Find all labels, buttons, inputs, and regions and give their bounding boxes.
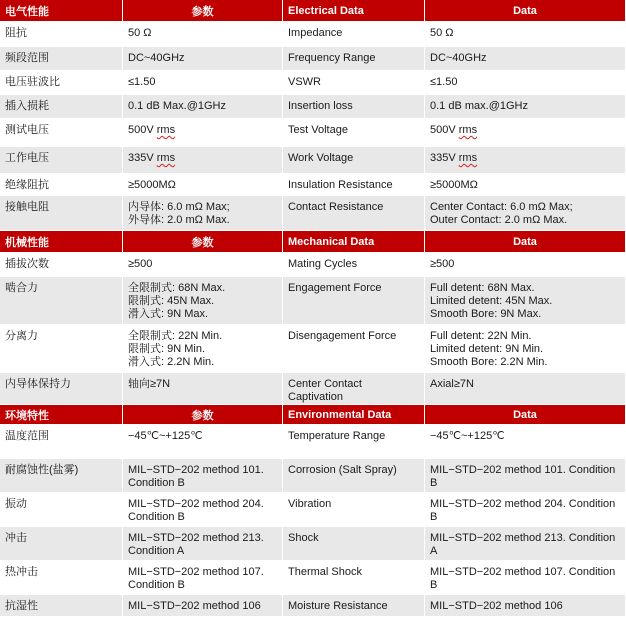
cell-text: 啮合力	[5, 282, 38, 294]
table-row	[0, 253, 626, 277]
table-cell	[0, 595, 123, 617]
cell-text: −45℃~+125℃	[128, 430, 203, 442]
cell-text: Moisture Resistance	[288, 600, 388, 612]
table-cell	[283, 196, 425, 231]
cell-text: Smooth Bore: 9N Max.	[430, 308, 542, 320]
table-cell	[283, 561, 425, 595]
table-cell	[0, 277, 123, 325]
cell-text: MIL−STD−202 method 107. Condition B	[430, 566, 616, 591]
mechanical-header-cell: Mechanical Data	[283, 231, 425, 253]
cell-text: ≥5000MΩ	[430, 179, 478, 191]
cell-text: 频段范围	[5, 52, 49, 64]
cell-text: Smooth Bore: 2.2N Min.	[430, 356, 548, 368]
environmental-header-cell: Data	[425, 405, 626, 425]
table-row	[0, 71, 626, 95]
cell-text: Insulation Resistance	[288, 179, 393, 191]
cell-text: 热冲击	[5, 566, 38, 578]
table-row	[0, 95, 626, 119]
cell-text: 335V rms	[128, 152, 176, 164]
cell-text: ≤1.50	[430, 76, 458, 88]
cell-text: ≤1.50	[128, 76, 156, 88]
electrical-header-cell: Data	[425, 0, 626, 22]
cell-text: Limited detent: 9N Min.	[430, 343, 544, 355]
table-cell	[283, 253, 425, 277]
cell-text: Mating Cycles	[288, 258, 358, 270]
table-cell	[123, 425, 283, 459]
cell-text: 滑入式: 9N Max.	[128, 308, 209, 320]
cell-text: 外导体: 2.0 mΩ Max.	[128, 214, 230, 226]
cell-text: VSWR	[288, 76, 321, 88]
table-cell	[123, 196, 283, 231]
cell-text: Condition B	[128, 477, 185, 489]
table-row	[0, 561, 626, 595]
table-cell	[283, 373, 425, 405]
cell-text: Condition B	[128, 511, 185, 523]
cell-text: Center Contact: 6.0 mΩ Max;	[430, 201, 573, 213]
cell-text: 冲击	[5, 532, 27, 544]
cell-text: MIL−STD−202 method 213. Condition A	[430, 532, 616, 557]
table-row	[0, 22, 626, 47]
table-cell	[425, 493, 626, 527]
cell-text: ≥500	[128, 258, 153, 270]
table-cell	[0, 253, 123, 277]
table-row	[0, 493, 626, 527]
table-row	[0, 119, 626, 147]
table-cell	[425, 47, 626, 71]
table-cell	[425, 119, 626, 147]
table-cell	[283, 147, 425, 174]
cell-text: DC~40GHz	[430, 52, 487, 64]
cell-text: 滑入式: 2.2N Min.	[128, 356, 215, 368]
cell-text: 50 Ω	[430, 27, 454, 39]
cell-text: 轴向≥7N	[128, 378, 171, 390]
table-cell	[283, 22, 425, 47]
cell-text: MIL−STD−202 method 101.	[128, 464, 264, 476]
cell-text: DC~40GHz	[128, 52, 185, 64]
cell-text: MIL−STD−202 method 213.	[128, 532, 264, 544]
cell-text: Impedance	[288, 27, 343, 39]
table-cell	[283, 595, 425, 617]
cell-text: 335V rms	[430, 152, 478, 164]
cell-text: ≥500	[430, 258, 455, 270]
cell-text: Full detent: 22N Min.	[430, 330, 532, 342]
mechanical-header-row	[0, 231, 626, 253]
table-cell	[283, 459, 425, 493]
table-cell	[0, 119, 123, 147]
table-cell	[123, 147, 283, 174]
table-cell	[123, 459, 283, 493]
table-cell	[425, 95, 626, 119]
table-cell	[425, 22, 626, 47]
cell-text: Condition B	[128, 579, 185, 591]
cell-text: 0.1 dB max.@1GHz	[430, 100, 528, 112]
cell-text: 50 Ω	[128, 27, 152, 39]
table-cell	[0, 22, 123, 47]
cell-text: Shock	[288, 532, 319, 544]
cell-text: 内导体保持力	[5, 378, 71, 390]
table-cell	[425, 196, 626, 231]
table-cell	[123, 373, 283, 405]
electrical-header-cell: Electrical Data	[283, 0, 425, 22]
table-cell	[425, 527, 626, 561]
table-cell	[0, 95, 123, 119]
table-cell	[425, 459, 626, 493]
cell-text: MIL−STD−202 method 101. Condition B	[430, 464, 616, 489]
cell-text: 温度范围	[5, 430, 49, 442]
table-cell	[283, 174, 425, 196]
cell-text: 500V rms	[128, 124, 176, 136]
cell-text: Contact Resistance	[288, 201, 384, 213]
cell-text: MIL−STD−202 method 204. Condition B	[430, 498, 616, 523]
table-cell	[123, 47, 283, 71]
table-cell	[283, 71, 425, 95]
table-row	[0, 373, 626, 405]
table-row	[0, 595, 626, 617]
table-cell	[0, 561, 123, 595]
table-cell	[425, 71, 626, 95]
cell-text: Center Contact Captivation	[288, 378, 362, 403]
table-row	[0, 277, 626, 325]
table-cell	[283, 119, 425, 147]
cell-text: 500V rms	[430, 124, 478, 136]
cell-text: Test Voltage	[288, 124, 348, 136]
cell-text: 接触电阻	[5, 201, 49, 213]
cell-text: 全限制式: 68N Max.	[128, 282, 226, 294]
table-cell	[0, 493, 123, 527]
table-cell	[425, 373, 626, 405]
table-cell	[0, 147, 123, 174]
cell-text: Frequency Range	[288, 52, 376, 64]
environmental-header-row	[0, 405, 626, 425]
cell-text: 电压驻波比	[5, 76, 60, 88]
electrical-header-cell: 电气性能	[0, 0, 123, 22]
cell-text: Engagement Force	[288, 282, 382, 294]
table-cell	[425, 277, 626, 325]
table-cell	[0, 71, 123, 95]
table-cell	[0, 47, 123, 71]
cell-text: Vibration	[288, 498, 332, 510]
cell-text: Limited detent: 45N Max.	[430, 295, 553, 307]
mechanical-header-cell: 参数	[123, 231, 283, 253]
table-cell	[123, 119, 283, 147]
cell-text: MIL−STD−202 method 204.	[128, 498, 264, 510]
table-cell	[283, 95, 425, 119]
cell-text: 阻抗	[5, 27, 27, 39]
table-row	[0, 47, 626, 71]
electrical-header-cell: 参数	[123, 0, 283, 22]
table-cell	[425, 174, 626, 196]
table-cell	[425, 325, 626, 373]
cell-text: −45℃~+125℃	[430, 430, 505, 442]
table-cell	[123, 71, 283, 95]
cell-text: 全限制式: 22N Min.	[128, 330, 223, 342]
table-cell	[123, 561, 283, 595]
table-cell	[123, 253, 283, 277]
table-cell	[0, 459, 123, 493]
mechanical-header-cell: 机械性能	[0, 231, 123, 253]
cell-text: Thermal Shock	[288, 566, 362, 578]
table-cell	[0, 174, 123, 196]
table-row	[0, 147, 626, 174]
table-cell	[0, 527, 123, 561]
table-cell	[123, 22, 283, 47]
cell-text: 测试电压	[5, 124, 49, 136]
environmental-header-cell: Environmental Data	[283, 405, 425, 425]
table-cell	[123, 325, 283, 373]
table-cell	[123, 493, 283, 527]
table-cell	[283, 493, 425, 527]
table-cell	[425, 595, 626, 617]
cell-text: Temperature Range	[288, 430, 386, 442]
mechanical-header-cell: Data	[425, 231, 626, 253]
table-cell	[123, 527, 283, 561]
cell-text: MIL−STD−202 method 107.	[128, 566, 264, 578]
table-cell	[123, 277, 283, 325]
table-cell	[123, 95, 283, 119]
table-cell	[425, 561, 626, 595]
electrical-header-row	[0, 0, 626, 22]
cell-text: 耐腐蚀性(盐雾)	[5, 464, 79, 476]
cell-text: 分离力	[5, 330, 38, 342]
table-row	[0, 196, 626, 231]
table-cell	[425, 425, 626, 459]
cell-text: 内导体: 6.0 mΩ Max;	[128, 201, 230, 213]
cell-text: MIL−STD−202 method 106	[128, 600, 261, 612]
table-cell	[425, 147, 626, 174]
cell-text: 限制式: 9N Min.	[128, 343, 206, 355]
table-cell	[0, 325, 123, 373]
cell-text: 插入损耗	[5, 100, 49, 112]
environmental-header-cell: 参数	[123, 405, 283, 425]
cell-text: Condition A	[128, 545, 185, 557]
cell-text: Disengagement Force	[288, 330, 397, 342]
cell-text: ≥5000MΩ	[128, 179, 176, 191]
table-cell	[283, 527, 425, 561]
cell-text: 0.1 dB Max.@1GHz	[128, 100, 226, 112]
cell-text: MIL−STD−202 method 106	[430, 600, 563, 612]
cell-text: 绝缘阻抗	[5, 179, 49, 191]
cell-text: Full detent: 68N Max.	[430, 282, 535, 294]
table-cell	[123, 595, 283, 617]
cell-text: 限制式: 45N Max.	[128, 295, 215, 307]
table-cell	[283, 277, 425, 325]
table-cell	[283, 425, 425, 459]
cell-text: Axial≥7N	[430, 378, 474, 390]
table-cell	[283, 325, 425, 373]
table-cell	[123, 174, 283, 196]
table-cell	[0, 425, 123, 459]
environmental-header-cell: 环境特性	[0, 405, 123, 425]
table-row	[0, 174, 626, 196]
cell-text: 抗湿性	[5, 600, 38, 612]
table-row	[0, 425, 626, 459]
cell-text: Work Voltage	[288, 152, 354, 164]
table-row	[0, 325, 626, 373]
cell-text: 插拔次数	[5, 258, 49, 270]
cell-text: 工作电压	[5, 152, 49, 164]
table-cell	[0, 373, 123, 405]
cell-text: Insertion loss	[288, 100, 353, 112]
table-row	[0, 459, 626, 493]
cell-text: 振动	[5, 498, 27, 510]
table-cell	[283, 47, 425, 71]
table-row	[0, 527, 626, 561]
cell-text: Corrosion (Salt Spray)	[288, 464, 397, 476]
table-cell	[0, 196, 123, 231]
table-cell	[425, 253, 626, 277]
cell-text: Outer Contact: 2.0 mΩ Max.	[430, 214, 568, 226]
